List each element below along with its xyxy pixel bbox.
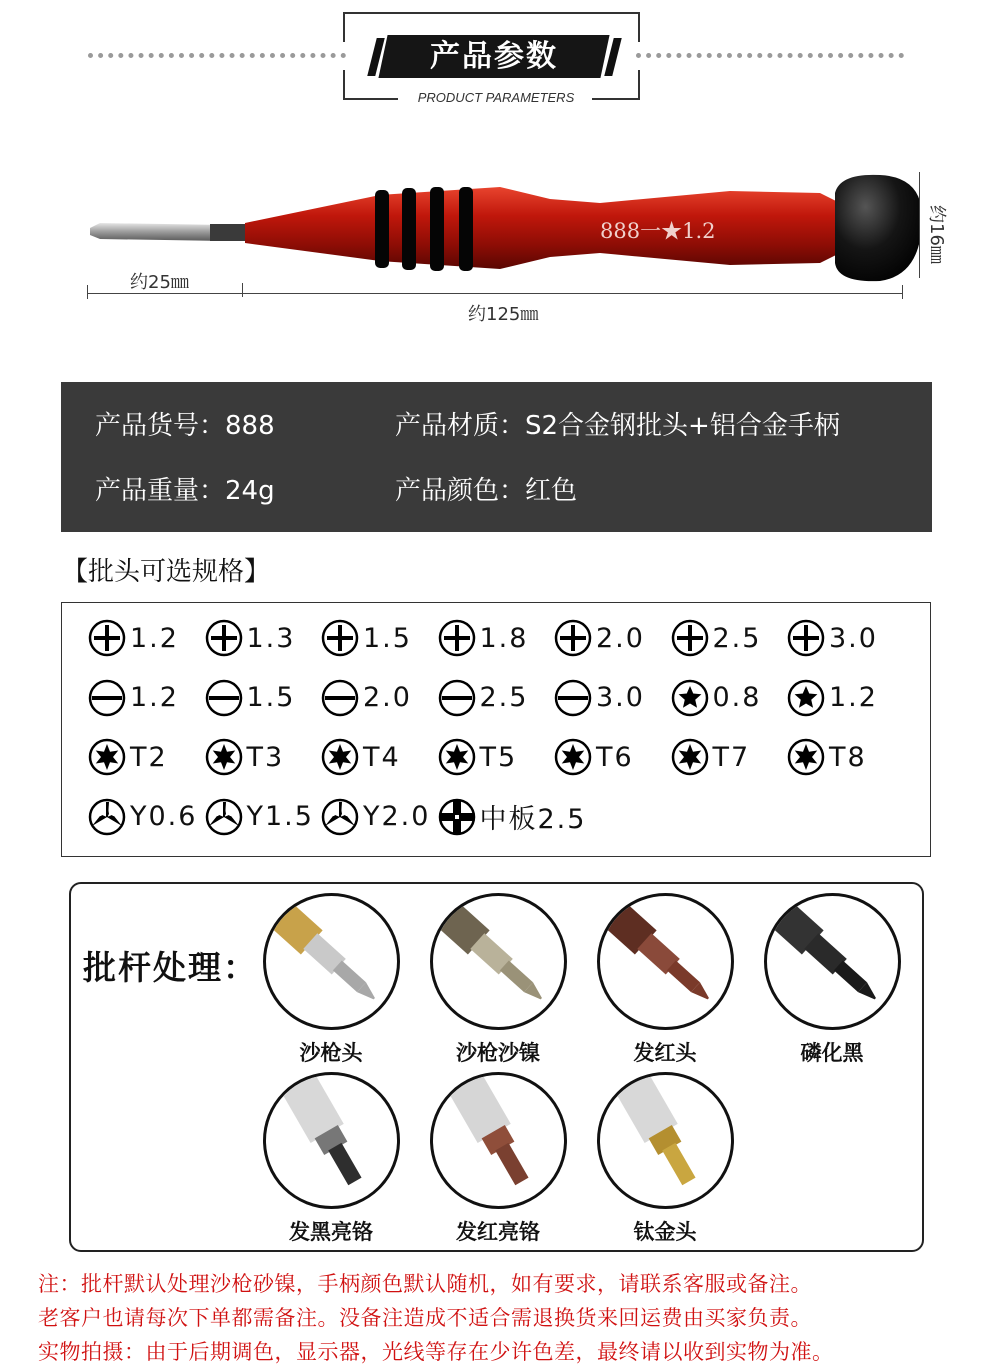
slotted-icon xyxy=(554,679,592,717)
bit-option xyxy=(88,618,179,658)
bit-option-label: 2.0 xyxy=(596,622,645,654)
bit-option xyxy=(671,678,762,718)
bit-option xyxy=(321,737,401,777)
bit-option xyxy=(671,618,762,658)
spec-weight: 产品重量：24g xyxy=(95,476,275,506)
bit-option xyxy=(438,678,529,718)
bit-option-label: 0.8 xyxy=(712,682,762,713)
dim-total-label: 约125㎜ xyxy=(468,304,539,325)
dim-line-diameter xyxy=(919,172,920,278)
treatment-label: 沙枪沙镍 xyxy=(456,1041,540,1065)
bit-option-label: T7 xyxy=(712,741,751,773)
header-dots-right xyxy=(636,53,904,58)
bit-option-label: 3.0 xyxy=(829,622,878,654)
torx-icon xyxy=(205,738,243,776)
bit-option xyxy=(554,618,645,658)
bit-option-label: T3 xyxy=(246,741,285,773)
phillips-icon xyxy=(787,619,825,657)
spec-model: 产品货号：888 xyxy=(95,411,275,441)
bit-option xyxy=(205,797,314,837)
treatment-sample-image xyxy=(430,893,567,1030)
bit-option-label: 1.3 xyxy=(246,622,296,654)
treatment-label: 钛金头 xyxy=(633,1220,697,1244)
bit-option-label: Y2.0 xyxy=(363,801,431,832)
tri-wing-icon xyxy=(205,798,243,836)
torx-icon xyxy=(321,738,359,776)
bit-option-label: 1.5 xyxy=(246,682,296,713)
bit-option xyxy=(205,618,296,658)
bit-option-label: 1.5 xyxy=(363,622,412,654)
dim-tick xyxy=(87,285,88,299)
handle-marking: 888一★1.2 xyxy=(600,219,716,243)
treatment-sample-image xyxy=(263,1072,400,1209)
treatment-title: 批杆处理： xyxy=(83,948,258,987)
phillips-icon xyxy=(438,619,476,657)
torx-icon xyxy=(88,738,126,776)
pentalobe-icon xyxy=(787,679,825,717)
bit-option-label: 2.5 xyxy=(712,622,762,654)
bit-option xyxy=(321,678,412,718)
bit-option-label: 中板2.5 xyxy=(479,804,587,835)
treatment-label: 磷化黑 xyxy=(800,1041,864,1065)
bit-option-label: 1.2 xyxy=(130,682,179,713)
bit-option xyxy=(321,797,430,837)
bit-option xyxy=(88,678,179,718)
bit-option-label: 1.2 xyxy=(829,682,878,713)
dim-tip-label: 约25㎜ xyxy=(130,272,189,293)
treatment-label: 发红亮铬 xyxy=(456,1220,540,1244)
spec-material: 产品材质：S2合金钢批头+铝合金手柄 xyxy=(395,411,840,441)
bit-option-label: 3.0 xyxy=(596,682,645,713)
treatment-label: 发黑亮铬 xyxy=(289,1220,373,1244)
treatment-sample-image xyxy=(263,893,400,1030)
bit-option-label: 1.8 xyxy=(479,622,529,654)
torx-icon xyxy=(671,738,709,776)
treatment-sample-image xyxy=(764,893,901,1030)
bit-option xyxy=(438,618,529,658)
note-line-3: 实物拍摄：由于后期调色，显示器，光线等存在少许色差，最终请以收到实物为准。 xyxy=(38,1340,834,1364)
dim-tick xyxy=(242,283,243,297)
tri-wing-icon xyxy=(88,798,126,836)
bit-option xyxy=(554,737,634,777)
torx-icon xyxy=(787,738,825,776)
bit-option-label: T5 xyxy=(479,741,518,773)
center-cross-icon xyxy=(438,798,476,836)
torx-icon xyxy=(438,738,476,776)
note-line-2: 老客户也请每次下单都需备注。没备注造成不适合需退换货来回运费由买家负责。 xyxy=(38,1306,812,1330)
bit-option-label: 2.5 xyxy=(479,682,529,713)
treatment-label: 发红头 xyxy=(633,1041,697,1065)
pentalobe-icon xyxy=(671,679,709,717)
note-line-1: 注：批杆默认处理沙枪砂镍，手柄颜色默认随机，如有要求，请联系客服或备注。 xyxy=(38,1272,812,1296)
phillips-icon xyxy=(321,619,359,657)
bit-option xyxy=(438,737,518,777)
bits-section-title: 【批头可选规格】 xyxy=(62,557,271,587)
treatment-sample-image xyxy=(597,893,734,1030)
bit-option xyxy=(787,678,878,718)
torx-icon xyxy=(554,738,592,776)
bit-option-label: Y0.6 xyxy=(130,801,198,832)
spec-color: 产品颜色：红色 xyxy=(395,476,578,506)
bit-option xyxy=(205,678,296,718)
bit-option xyxy=(88,797,197,837)
header-dots-left xyxy=(88,53,346,58)
treatment-label: 沙枪头 xyxy=(299,1041,363,1065)
bit-option-label: 2.0 xyxy=(363,682,412,713)
dim-diameter-label: 约16㎜ xyxy=(926,205,947,264)
bit-option xyxy=(554,678,645,718)
phillips-icon xyxy=(554,619,592,657)
bit-option xyxy=(787,737,867,777)
slotted-icon xyxy=(88,679,126,717)
dim-tick xyxy=(902,285,903,299)
bit-option xyxy=(205,737,285,777)
page-subtitle: PRODUCT PARAMETERS xyxy=(400,90,592,105)
bit-option xyxy=(438,797,587,837)
bit-option xyxy=(787,618,878,658)
slotted-icon xyxy=(321,679,359,717)
bit-option-label: 1.2 xyxy=(130,622,179,654)
screwdriver-image xyxy=(80,165,920,285)
bit-option-label: T2 xyxy=(130,741,168,773)
phillips-icon xyxy=(671,619,709,657)
tri-wing-icon xyxy=(321,798,359,836)
slotted-icon xyxy=(205,679,243,717)
slotted-icon xyxy=(438,679,476,717)
bit-option xyxy=(321,618,412,658)
bit-option-label: T8 xyxy=(829,741,867,773)
page-title: 产品参数 xyxy=(430,39,558,74)
bit-option-label: T4 xyxy=(363,741,401,773)
dim-line-total xyxy=(87,293,903,294)
bit-option-label: T6 xyxy=(596,741,634,773)
treatment-sample-image xyxy=(597,1072,734,1209)
bit-option xyxy=(88,737,168,777)
phillips-icon xyxy=(88,619,126,657)
treatment-sample-image xyxy=(430,1072,567,1209)
bit-option xyxy=(671,737,751,777)
phillips-icon xyxy=(205,619,243,657)
bit-option-label: Y1.5 xyxy=(246,801,314,832)
